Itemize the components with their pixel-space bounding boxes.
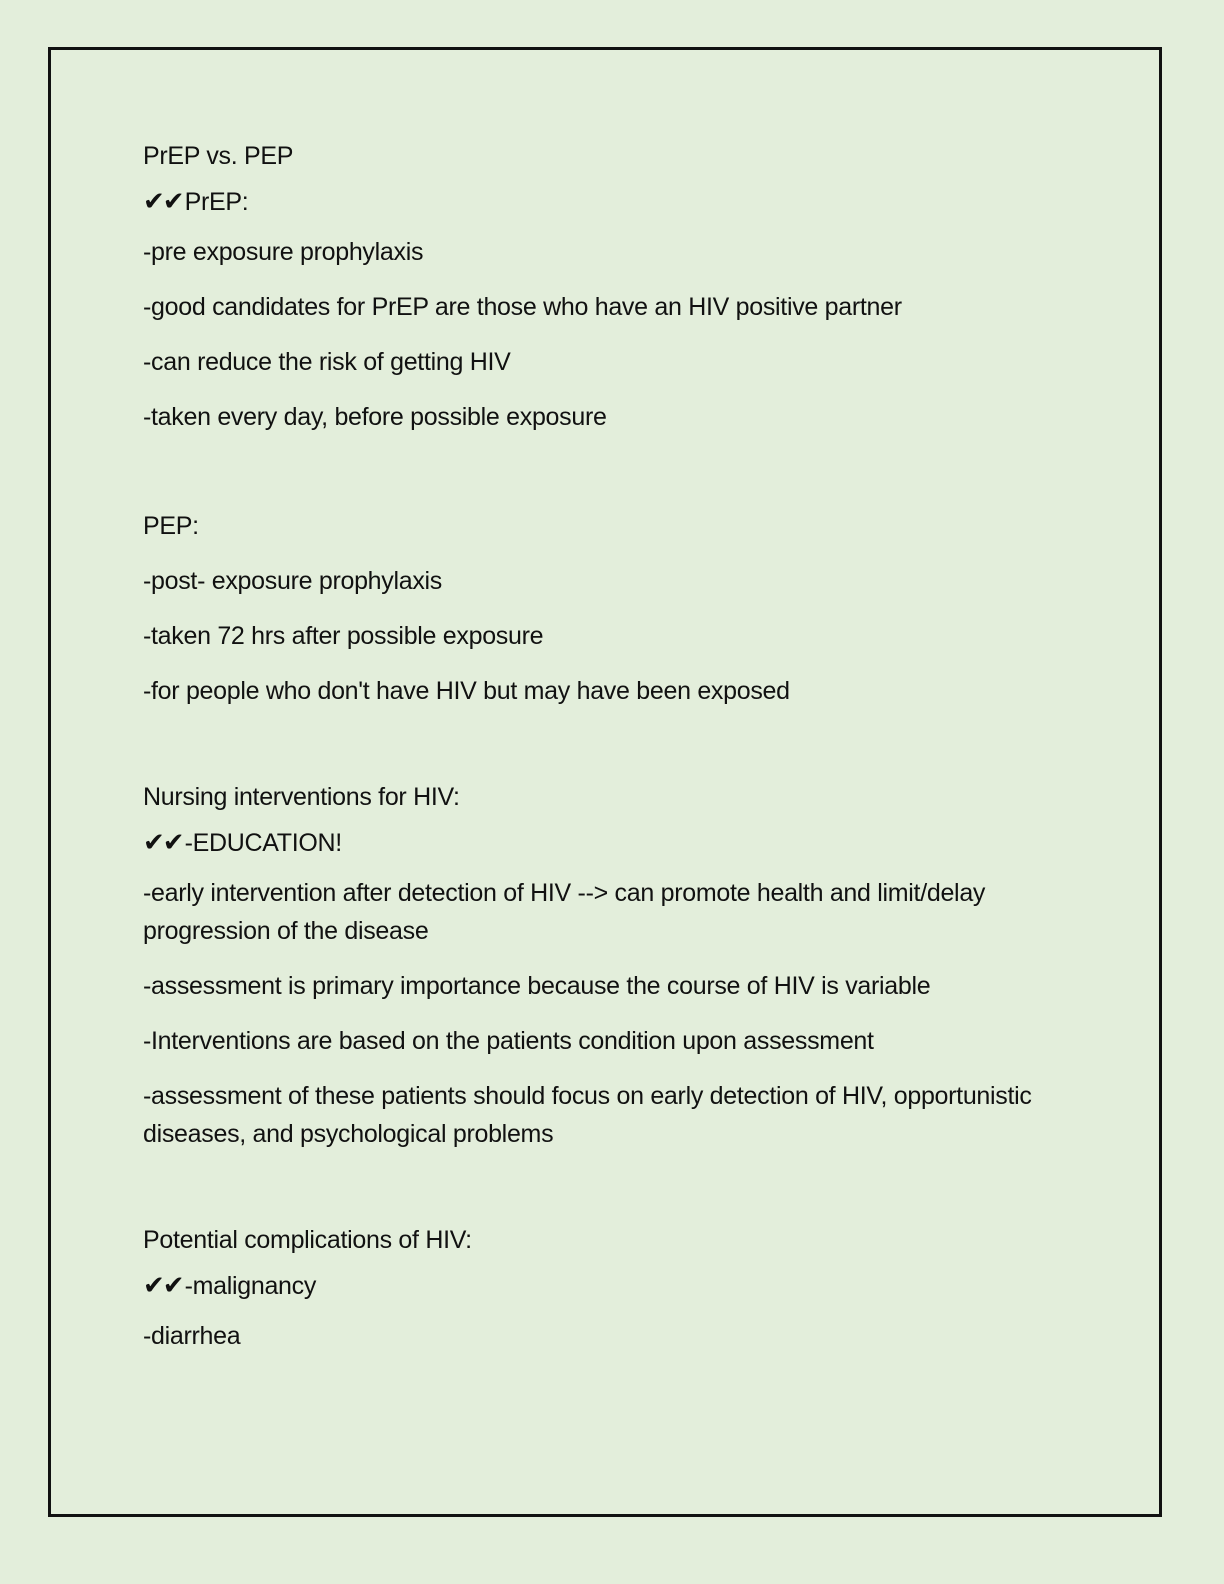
checked-line (143, 1266, 1043, 1305)
bullet-line: -good candidates for PrEP are those who have an HIV positive partner (143, 293, 902, 321)
bullet-line: -early intervention after detection of HIV --> can promote health and limit/delay progression of the disease (143, 879, 986, 945)
section-spacer (143, 453, 1043, 507)
bullet-line: -taken 72 hrs after possible exposure (143, 622, 544, 650)
bullet-line: -assessment of these patients should focus on early detection of HIV, opportunistic diseases, and psychological problems (143, 1082, 1032, 1148)
section-spacer (143, 1170, 1043, 1224)
document-body (143, 140, 1043, 1372)
section-title: Nursing interventions for HIV: (143, 783, 460, 811)
bullet-line: -Interventions are based on the patients condition upon assessment (143, 1027, 874, 1055)
checked-line (143, 823, 1043, 862)
checked-line-text: -malignancy (184, 1272, 317, 1300)
section-title: PrEP vs. PEP (143, 142, 294, 170)
section-nursing-interventions (143, 781, 1043, 1153)
bullet-line: -diarrhea (143, 1322, 241, 1350)
double-check-icon: ✔✔ (143, 186, 183, 216)
bullet-line: -pre exposure prophylaxis (143, 238, 424, 266)
section-prep-vs-pep (143, 140, 1043, 436)
checked-line-text: PrEP: (184, 188, 249, 216)
double-check-icon: ✔✔ (143, 827, 183, 857)
section-title: PEP: (143, 512, 199, 540)
section-pep (143, 507, 1043, 710)
bullet-line: -for people who don't have HIV but may have been exposed (143, 677, 790, 705)
section-title: Potential complications of HIV: (143, 1226, 472, 1254)
section-spacer (143, 727, 1043, 781)
checked-line-text: -EDUCATION! (184, 829, 342, 857)
checked-line (143, 182, 1043, 221)
bullet-line: -taken every day, before possible exposure (143, 403, 607, 431)
bullet-line: -can reduce the risk of getting HIV (143, 348, 511, 376)
bullet-line: -assessment is primary importance because the course of HIV is variable (143, 972, 931, 1000)
bullet-line: -post- exposure prophylaxis (143, 567, 442, 595)
double-check-icon: ✔✔ (143, 1270, 183, 1300)
section-potential-complications (143, 1224, 1043, 1355)
